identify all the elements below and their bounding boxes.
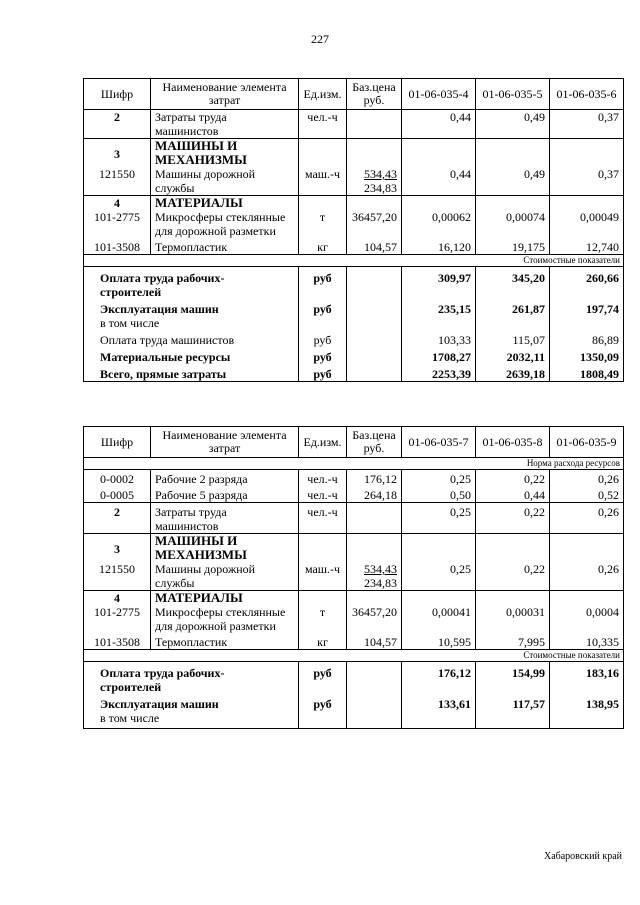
value-cell: 2639,18 (476, 364, 550, 382)
value-cell: 183,16 (550, 662, 624, 695)
unit-cell: чел.-ч (299, 110, 347, 139)
cost-name-cell (84, 267, 299, 300)
section-row (84, 534, 624, 563)
value-cell: 0,25 (402, 562, 476, 591)
cost-row (84, 694, 624, 729)
cost-name-line: Всего, прямые затраты (100, 367, 227, 381)
unit-cell: кг (299, 633, 347, 650)
cost-name-cell (84, 330, 299, 347)
col-header-v2: 01-06-035-8 (476, 427, 550, 458)
value-cell: 0,50 (402, 486, 476, 503)
page-number: 227 (311, 32, 329, 46)
name-cell (151, 503, 299, 534)
col-header-v2: 01-06-035-5 (476, 79, 550, 110)
price-cell: 36457,20 (347, 210, 402, 238)
cost-name-line: Эксплуатация машин (100, 697, 219, 711)
value-cell: 0,37 (550, 167, 624, 196)
cost-name-line: Оплата труда рабочих- (100, 666, 225, 680)
value-cell: 0,22 (476, 503, 550, 534)
code-cell: 121550 (84, 562, 151, 591)
price-cell: 104,57 (347, 633, 402, 650)
name-cell: Термопластик (151, 633, 299, 650)
col-header-v1: 01-06-035-7 (402, 427, 476, 458)
code-cell: 121550 (84, 167, 151, 196)
price-line: 234,83 (364, 181, 397, 195)
value-cell: 0,26 (550, 562, 624, 591)
cost-row (84, 662, 624, 695)
section-code: 3 (84, 534, 151, 563)
value-cell: 0,44 (402, 167, 476, 196)
cost-name-line: Оплата труда рабочих- (100, 271, 225, 285)
section-title-line: МАШИНЫ И (155, 138, 238, 153)
table-header (84, 79, 624, 110)
name-line: службы (155, 576, 195, 590)
code-cell: 101-2775 (84, 605, 151, 633)
value-cell: 115,07 (476, 330, 550, 347)
code-cell: 101-3508 (84, 633, 151, 650)
col-header-v1: 01-06-035-4 (402, 79, 476, 110)
price-cell: 264,18 (347, 486, 402, 503)
name-cell (151, 167, 299, 196)
cost-row (84, 267, 624, 300)
section-row (84, 196, 624, 211)
price-line: 234,83 (364, 576, 397, 590)
table-row (84, 562, 624, 591)
value-cell: 154,99 (476, 662, 550, 695)
unit-cell: руб (299, 364, 347, 382)
value-cell: 0,00041 (402, 605, 476, 633)
value-cell: 1808,49 (550, 364, 624, 382)
section-code: 3 (84, 139, 151, 168)
code-cell: 2 (84, 503, 151, 534)
cost-name-line: Эксплуатация машин (100, 302, 219, 316)
value-cell: 197,74 (550, 299, 624, 330)
incl-note: в том числе (100, 316, 160, 330)
unit-cell: т (299, 210, 347, 238)
value-cell: 176,12 (402, 662, 476, 695)
section-title: МАТЕРИАЛЫ (151, 196, 299, 211)
resource-table-1 (83, 78, 624, 382)
unit-cell: руб (299, 694, 347, 729)
table-row (84, 238, 624, 255)
name-cell (151, 562, 299, 591)
value-cell: 16,120 (402, 238, 476, 255)
value-cell: 260,66 (550, 267, 624, 300)
price-cell (347, 503, 402, 534)
value-cell: 10,595 (402, 633, 476, 650)
value-cell: 86,89 (550, 330, 624, 347)
value-cell: 0,00062 (402, 210, 476, 238)
value-cell: 12,740 (550, 238, 624, 255)
cost-row (84, 330, 624, 347)
code-cell: 0-0002 (84, 470, 151, 487)
value-cell: 0,52 (550, 486, 624, 503)
section-title: МАТЕРИАЛЫ (151, 591, 299, 606)
price-cell: 176,12 (347, 470, 402, 487)
unit-cell: руб (299, 330, 347, 347)
cost-name-line: Оплата труда машинистов (100, 333, 235, 347)
value-cell: 1350,09 (550, 347, 624, 364)
col-header-v3: 01-06-035-9 (550, 427, 624, 458)
unit-cell: чел.-ч (299, 503, 347, 534)
value-cell: 309,97 (402, 267, 476, 300)
unit-cell: маш.-ч (299, 167, 347, 196)
value-cell: 0,26 (550, 470, 624, 487)
value-cell: 0,00074 (476, 210, 550, 238)
name-line: Микросферы стеклянные (155, 605, 286, 619)
name-line: Микросферы стеклянные (155, 210, 286, 224)
name-cell: Рабочие 2 разряда (151, 470, 299, 487)
value-cell: 103,33 (402, 330, 476, 347)
col-header-code: Шифр (84, 79, 151, 110)
table-row (84, 605, 624, 633)
col-header-name: Наименование элемента затрат (151, 427, 299, 458)
code-cell: 101-2775 (84, 210, 151, 238)
col-header-code: Шифр (84, 427, 151, 458)
cost-name-line: строителей (100, 285, 162, 299)
unit-cell: руб (299, 347, 347, 364)
name-cell (151, 210, 299, 238)
value-cell: 10,335 (550, 633, 624, 650)
name-line: службы (155, 181, 195, 195)
norm-band-label: Норма расхода ресурсов (84, 458, 624, 470)
col-header-unit: Ед.изм. (299, 79, 347, 110)
name-line: для дорожной разметки (155, 619, 276, 633)
price-line: 534,43 (364, 562, 397, 576)
unit-cell: руб (299, 299, 347, 330)
band-row (84, 458, 624, 470)
table-row (84, 503, 624, 534)
value-cell: 0,22 (476, 562, 550, 591)
table-row (84, 486, 624, 503)
code-cell: 101-3508 (84, 238, 151, 255)
price-cell (347, 167, 402, 196)
price-cell (347, 110, 402, 139)
value-cell: 2253,39 (402, 364, 476, 382)
cost-band-label: Стоимостные показатели (84, 255, 624, 267)
value-cell: 345,20 (476, 267, 550, 300)
table-row (84, 210, 624, 238)
section-title (151, 534, 299, 563)
section-title-line: МАШИНЫ И (155, 533, 238, 548)
name-cell: Термопластик (151, 238, 299, 255)
cost-name-cell (84, 694, 299, 729)
unit-cell: т (299, 605, 347, 633)
name-cell: Рабочие 5 разряда (151, 486, 299, 503)
cost-name-cell (84, 299, 299, 330)
band-row (84, 255, 624, 267)
cost-name-line: строителей (100, 680, 162, 694)
value-cell: 0,44 (402, 110, 476, 139)
col-header-price: Баз.цена руб. (347, 427, 402, 458)
value-cell: 0,00049 (550, 210, 624, 238)
value-cell: 2032,11 (476, 347, 550, 364)
value-cell: 0,00031 (476, 605, 550, 633)
unit-cell: руб (299, 267, 347, 300)
table-row (84, 633, 624, 650)
name-line: Машины дорожной (155, 167, 256, 181)
col-header-price: Баз.цена руб. (347, 79, 402, 110)
unit-cell: маш.-ч (299, 562, 347, 591)
section-row (84, 591, 624, 606)
price-cell: 36457,20 (347, 605, 402, 633)
unit-cell: руб (299, 662, 347, 695)
unit-cell: кг (299, 238, 347, 255)
cost-name-cell (84, 347, 299, 364)
value-cell: 0,22 (476, 470, 550, 487)
code-cell: 0-0005 (84, 486, 151, 503)
name-line: Машины дорожной (155, 562, 256, 576)
name-line: Затраты труда (155, 110, 227, 124)
name-line: машинистов (155, 124, 219, 138)
value-cell: 0,0004 (550, 605, 624, 633)
value-cell: 19,175 (476, 238, 550, 255)
price-line: 534,43 (364, 167, 397, 181)
incl-note: в том числе (100, 711, 160, 725)
band-row (84, 650, 624, 662)
section-row (84, 139, 624, 168)
name-line: машинистов (155, 519, 219, 533)
name-line: для дорожной разметки (155, 224, 276, 238)
unit-cell: чел.-ч (299, 470, 347, 487)
value-cell: 0,25 (402, 470, 476, 487)
name-cell (151, 110, 299, 139)
value-cell: 0,37 (550, 110, 624, 139)
cost-name-line: Материальные ресурсы (100, 350, 231, 364)
value-cell: 1708,27 (402, 347, 476, 364)
table-row (84, 470, 624, 487)
cost-row (84, 347, 624, 364)
name-line: Затраты труда (155, 505, 227, 519)
value-cell: 261,87 (476, 299, 550, 330)
value-cell: 0,44 (476, 486, 550, 503)
value-cell: 133,61 (402, 694, 476, 729)
name-cell (151, 605, 299, 633)
section-title-line: МЕХАНИЗМЫ (155, 152, 247, 167)
col-header-unit: Ед.изм. (299, 427, 347, 458)
table-header (84, 427, 624, 458)
price-cell (347, 562, 402, 591)
value-cell: 7,995 (476, 633, 550, 650)
cost-name-cell (84, 662, 299, 695)
table-row (84, 167, 624, 196)
cost-row (84, 299, 624, 330)
resource-table-2 (83, 426, 624, 729)
section-code: 4 (84, 196, 151, 211)
cost-row (84, 364, 624, 382)
value-cell: 0,49 (476, 167, 550, 196)
section-code: 4 (84, 591, 151, 606)
col-header-name: Наименование элемента затрат (151, 79, 299, 110)
section-title-line: МЕХАНИЗМЫ (155, 547, 247, 562)
cost-band-label: Стоимостные показатели (84, 650, 624, 662)
table-row (84, 110, 624, 139)
cost-name-cell (84, 364, 299, 382)
value-cell: 235,15 (402, 299, 476, 330)
unit-cell: чел.-ч (299, 486, 347, 503)
region-footer: Хабаровский край (544, 851, 622, 862)
value-cell: 0,49 (476, 110, 550, 139)
value-cell: 117,57 (476, 694, 550, 729)
value-cell: 138,95 (550, 694, 624, 729)
col-header-v3: 01-06-035-6 (550, 79, 624, 110)
price-cell: 104,57 (347, 238, 402, 255)
code-cell: 2 (84, 110, 151, 139)
section-title (151, 139, 299, 168)
value-cell: 0,25 (402, 503, 476, 534)
value-cell: 0,26 (550, 503, 624, 534)
